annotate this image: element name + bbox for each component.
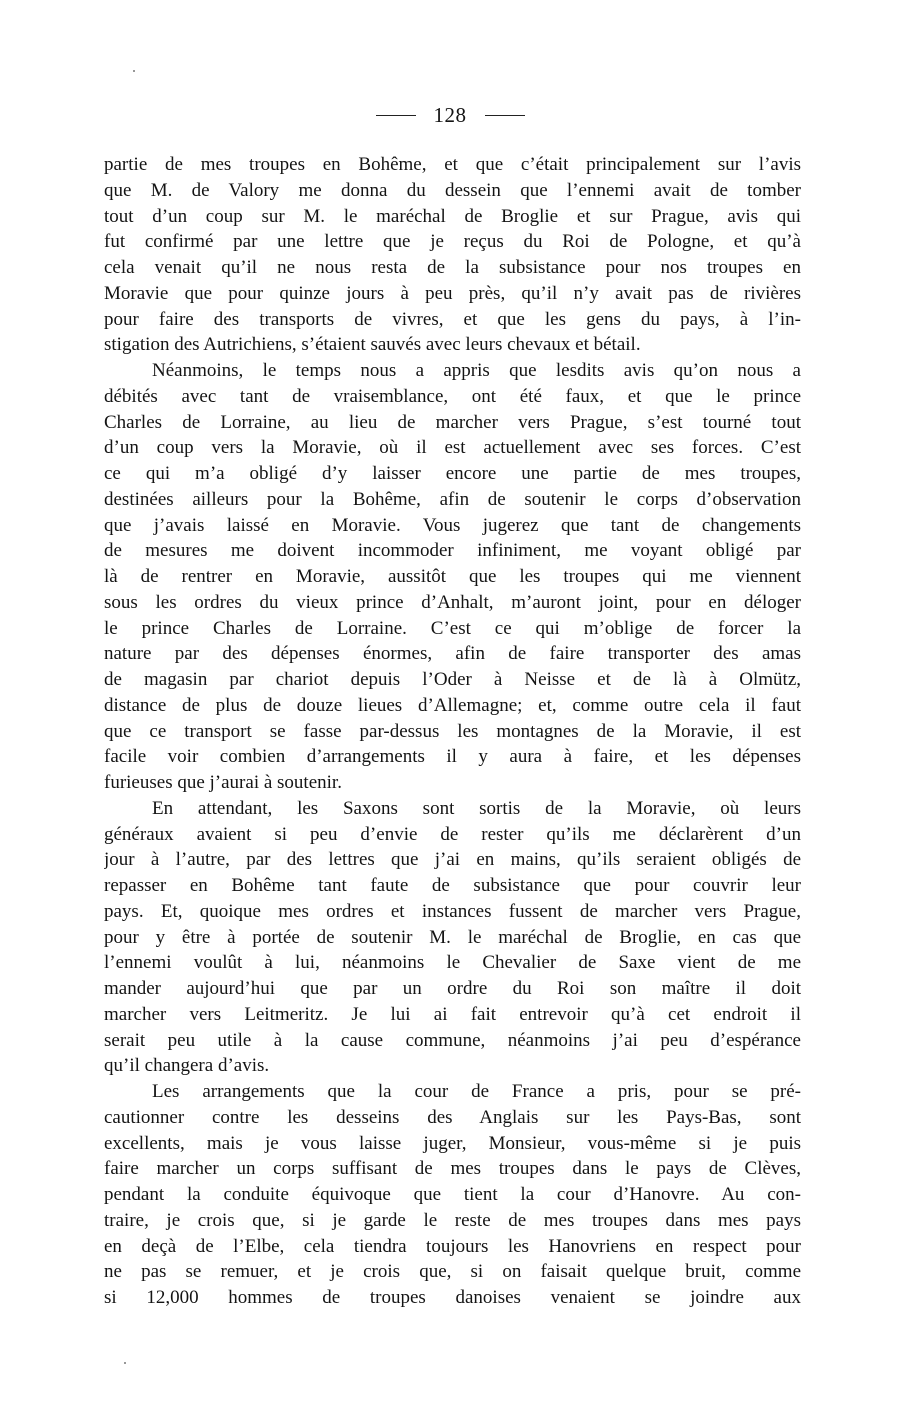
text-line: là de rentrer en Moravie, aussitôt que les troupes qui me viennent <box>104 566 801 587</box>
text-line: fut confirmé par une lettre que je reçus du Roi de Pologne, et qu’à <box>104 231 801 253</box>
text-line: que ce transport se fasse par-dessus les montagnes de la Moravie, il est <box>104 720 801 742</box>
page-number: 128 <box>433 103 467 127</box>
text-line: généraux avaient si peu d’envie de rester qu’ils me déclarèrent d’un <box>104 823 801 845</box>
text-line: ne pas se remuer, et je crois que, si on faisait quelque bruit, comme <box>104 1261 801 1283</box>
text-line: stigation des Autrichiens, s’étaient sauvés avec leurs chevaux et bétail. <box>104 334 641 356</box>
text-line: sous les ordres du vieux prince d’Anhalt, m’auront joint, pour en déloger <box>104 591 801 613</box>
text-line: faire marcher un corps suffisant de mes troupes dans le pays de Clèves, <box>104 1158 801 1180</box>
header-rule-right <box>485 115 525 116</box>
text-line: mander aujourd’hui que par un ordre du Roi son maître il doit <box>104 978 801 999</box>
body-text <box>104 152 801 1311</box>
text-line: distance de plus de douze lieues d’Allemagne; et, comme outre cela il faut <box>104 694 801 716</box>
text-line: pendant la conduite équivoque que tient la cour d’Hanovre. Au con- <box>104 1184 801 1205</box>
text-line: serait peu utile à la cause commune, néanmoins j’ai peu d’espérance <box>104 1029 801 1051</box>
print-speck <box>133 70 135 72</box>
text-line: cela venait qu’il ne nous resta de la subsistance pour nos troupes en <box>104 257 801 278</box>
header-rule-left <box>376 115 416 116</box>
text-line: pays. Et, quoique mes ordres et instances fussent de marcher vers Prague, <box>104 900 801 922</box>
text-line: repasser en Bohême tant faute de subsistance que pour couvrir leur <box>104 875 801 896</box>
text-line: Moravie que pour quinze jours à peu près, qu’il n’y avait pas de rivières <box>104 282 801 304</box>
text-line: en deçà de l’Elbe, cela tiendra toujours les Hanovriens en respect pour <box>104 1235 801 1257</box>
text-line: nature par des dépenses énormes, afin de faire transporter des amas <box>104 643 801 665</box>
text-line: l’ennemi voulût à lui, néanmoins le Chevalier de Saxe vient de me <box>104 952 801 974</box>
text-line: cautionner contre les desseins des Anglais sur les Pays-Bas, sont <box>104 1106 801 1128</box>
text-line: que M. de Valory me donna du dessein que l’ennemi avait de tomber <box>104 179 801 201</box>
text-line: marcher vers Leitmeritz. Je lui ai fait entrevoir qu’à cet endroit il <box>104 1003 801 1025</box>
page-header <box>0 103 900 128</box>
text-line: partie de mes troupes en Bohême, et que c’était principalement sur l’avis <box>104 154 801 175</box>
text-line: En attendant, les Saxons sont sortis de la Moravie, où leurs <box>152 797 801 819</box>
text-line: Les arrangements que la cour de France a pris, pour se pré- <box>152 1081 801 1102</box>
text-line: pour faire des transports de vivres, et que les gens du pays, à l’in- <box>104 308 801 330</box>
text-line: Charles de Lorraine, au lieu de marcher vers Prague, s’est tourné tout <box>104 411 801 433</box>
text-line: ce qui m’a obligé d’y laisser encore une partie de mes troupes, <box>104 463 801 484</box>
text-line: jour à l’autre, par des lettres que j’ai en mains, qu’ils seraient obligés de <box>104 849 801 871</box>
text-line: si 12,000 hommes de troupes danoises venaient se joindre aux <box>104 1287 801 1308</box>
text-line: débités avec tant de vraisemblance, ont été faux, et que le prince <box>104 385 801 407</box>
text-line: excellents, mais je vous laisse juger, Monsieur, vous-même si je puis <box>104 1132 801 1154</box>
text-line: de magasin par chariot depuis l’Oder à Neisse et de là à Olmütz, <box>104 669 801 690</box>
text-line: traire, je crois que, si je garde le reste de mes troupes dans mes pays <box>104 1209 801 1231</box>
text-line: qu’il changera d’avis. <box>104 1055 270 1077</box>
text-line: le prince Charles de Lorraine. C’est ce qui m’oblige de forcer la <box>104 617 801 639</box>
print-speck <box>124 1362 126 1364</box>
text-line: d’un coup vers la Moravie, où il est actuellement avec ses forces. C’est <box>104 437 801 459</box>
text-line: tout d’un coup sur M. le maréchal de Broglie et sur Prague, avis qui <box>104 205 801 227</box>
text-line: destinées ailleurs pour la Bohême, afin de soutenir le corps d’observation <box>104 488 801 510</box>
text-line: Néanmoins, le temps nous a appris que lesdits avis qu’on nous a <box>152 360 801 381</box>
text-line: pour y être à portée de soutenir M. le maréchal de Broglie, en cas que <box>104 926 801 948</box>
text-line: que j’avais laissé en Moravie. Vous jugerez que tant de changements <box>104 514 801 536</box>
text-line: de mesures me doivent incommoder infiniment, me voyant obligé par <box>104 540 801 562</box>
text-line: facile voir combien d’arrangements il y aura à faire, et les dépenses <box>104 746 801 768</box>
text-line: furieuses que j’aurai à soutenir. <box>104 772 342 793</box>
